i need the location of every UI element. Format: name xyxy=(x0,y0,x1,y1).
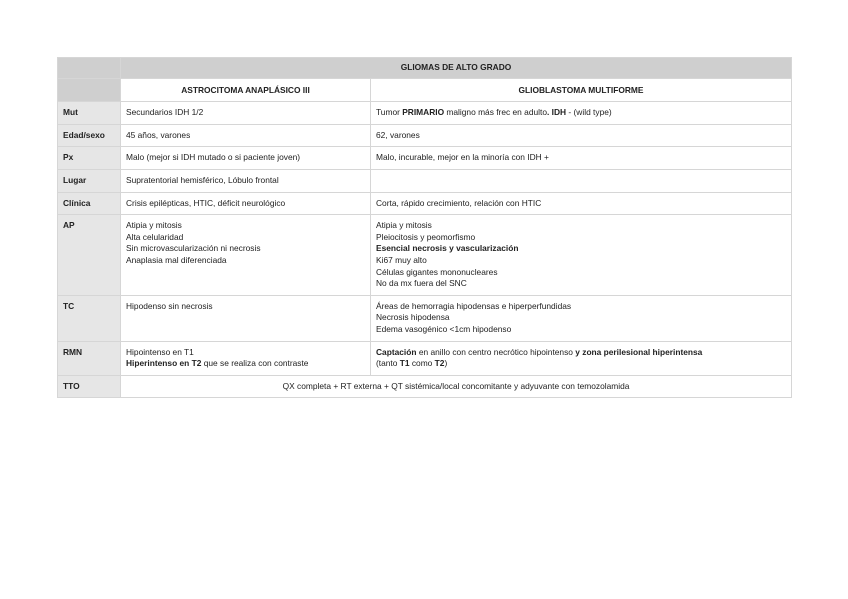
col-header-glioblastoma: GLIOBLASTOMA MULTIFORME xyxy=(371,78,792,102)
cell-px-glioblastoma: Malo, incurable, mejor en la minoría con IDH + xyxy=(371,147,792,170)
table-row xyxy=(58,295,792,341)
table-title: GLIOMAS DE ALTO GRADO xyxy=(121,58,792,79)
text-bold: . IDH xyxy=(546,107,567,118)
row-label-px: Px xyxy=(58,147,121,170)
cell-mut-astrocitoma: Secundarios IDH 1/2 xyxy=(121,102,371,125)
table-row xyxy=(58,341,792,375)
row-label-edad: Edad/sexo xyxy=(58,124,121,147)
text-bold: Captación xyxy=(376,346,417,357)
table-row xyxy=(58,169,792,192)
text-fragment: - (wild type) xyxy=(566,107,612,118)
text-line: Ki67 muy alto xyxy=(376,254,427,265)
row-label-mut: Mut xyxy=(58,102,121,125)
col-header-astrocitoma: ASTROCITOMA ANAPLÁSICO III xyxy=(121,78,371,102)
cell-lugar-astrocitoma: Supratentorial hemisférico, Lóbulo frontal xyxy=(121,169,371,192)
cell-tc-astrocitoma: Hipodenso sin necrosis xyxy=(121,295,371,341)
corner-cell xyxy=(58,58,121,79)
cell-px-astrocitoma: Malo (mejor si IDH mutado o si paciente joven) xyxy=(121,147,371,170)
row-label-ap: AP xyxy=(58,215,121,296)
text-line xyxy=(376,358,786,370)
cell-ap-glioblastoma xyxy=(371,215,792,296)
text-line: Alta celularidad xyxy=(126,231,184,242)
text-line: Atipia y mitosis xyxy=(126,220,182,231)
text-fragment: como xyxy=(409,358,435,369)
text-fragment: maligno más frec en adulto xyxy=(444,107,547,118)
cell-rmn-astrocitoma xyxy=(121,341,371,375)
text-line: Edema vasogénico <1cm hipodenso xyxy=(376,323,512,334)
cell-edad-astrocitoma: 45 años, varones xyxy=(121,124,371,147)
table-row xyxy=(58,124,792,147)
text-fragment: (tanto xyxy=(376,358,400,369)
cell-clinica-glioblastoma: Corta, rápido crecimiento, relación con HTIC xyxy=(371,192,792,215)
text-bold: PRIMARIO xyxy=(402,107,445,118)
table-row xyxy=(58,102,792,125)
row-label-clinica: Clínica xyxy=(58,192,121,215)
cell-tto: QX completa + RT externa + QT sistémica/local concomitante y adyuvante con temozolamida xyxy=(121,375,792,398)
row-label-lugar: Lugar xyxy=(58,169,121,192)
text-line: Áreas de hemorragia hipodensas e hiperperfundidas xyxy=(376,300,572,311)
text-line: No da mx fuera del SNC xyxy=(376,278,467,289)
cell-ap-astrocitoma xyxy=(121,215,371,296)
cell-lugar-glioblastoma xyxy=(371,169,792,192)
cell-clinica-astrocitoma: Crisis epilépticas, HTIC, déficit neurológico xyxy=(121,192,371,215)
text-line xyxy=(126,358,365,370)
text-bold: Hiperintenso en T2 xyxy=(126,358,202,369)
text-bold: y zona perilesional hiperintensa xyxy=(575,346,703,357)
text-fragment: Tumor xyxy=(376,107,403,118)
text-line: Necrosis hipodensa xyxy=(376,312,450,323)
cell-edad-glioblastoma: 62, varones xyxy=(371,124,792,147)
text-bold: T2 xyxy=(434,358,445,369)
cell-mut-glioblastoma xyxy=(371,102,792,125)
text-line: Hipointenso en T1 xyxy=(126,346,194,357)
text-line: Anaplasia mal diferenciada xyxy=(126,254,227,265)
table-row xyxy=(58,215,792,296)
text-fragment: que se realiza con contraste xyxy=(201,358,309,369)
text-bold: T1 xyxy=(399,358,410,369)
row-label-tto: TTO xyxy=(58,375,121,398)
cell-tc-glioblastoma xyxy=(371,295,792,341)
cell-rmn-glioblastoma xyxy=(371,341,792,375)
gliomas-table xyxy=(57,57,792,398)
text-line: Sin microvascularización ni necrosis xyxy=(126,243,261,254)
table-row xyxy=(58,375,792,398)
text-line xyxy=(376,347,786,359)
corner-cell-2 xyxy=(58,78,121,102)
table-row xyxy=(58,192,792,215)
text-line: Células gigantes mononucleares xyxy=(376,266,498,277)
text-fragment: en anillo con centro necrótico hipointenso xyxy=(416,346,576,357)
row-label-tc: TC xyxy=(58,295,121,341)
text-line-bold: Esencial necrosis y vascularización xyxy=(376,243,519,254)
row-label-rmn: RMN xyxy=(58,341,121,375)
table-row xyxy=(58,147,792,170)
text-fragment: ) xyxy=(444,358,448,369)
text-line: Pleiocitosis y peomorfismo xyxy=(376,231,476,242)
text-line: Atipia y mitosis xyxy=(376,220,432,231)
